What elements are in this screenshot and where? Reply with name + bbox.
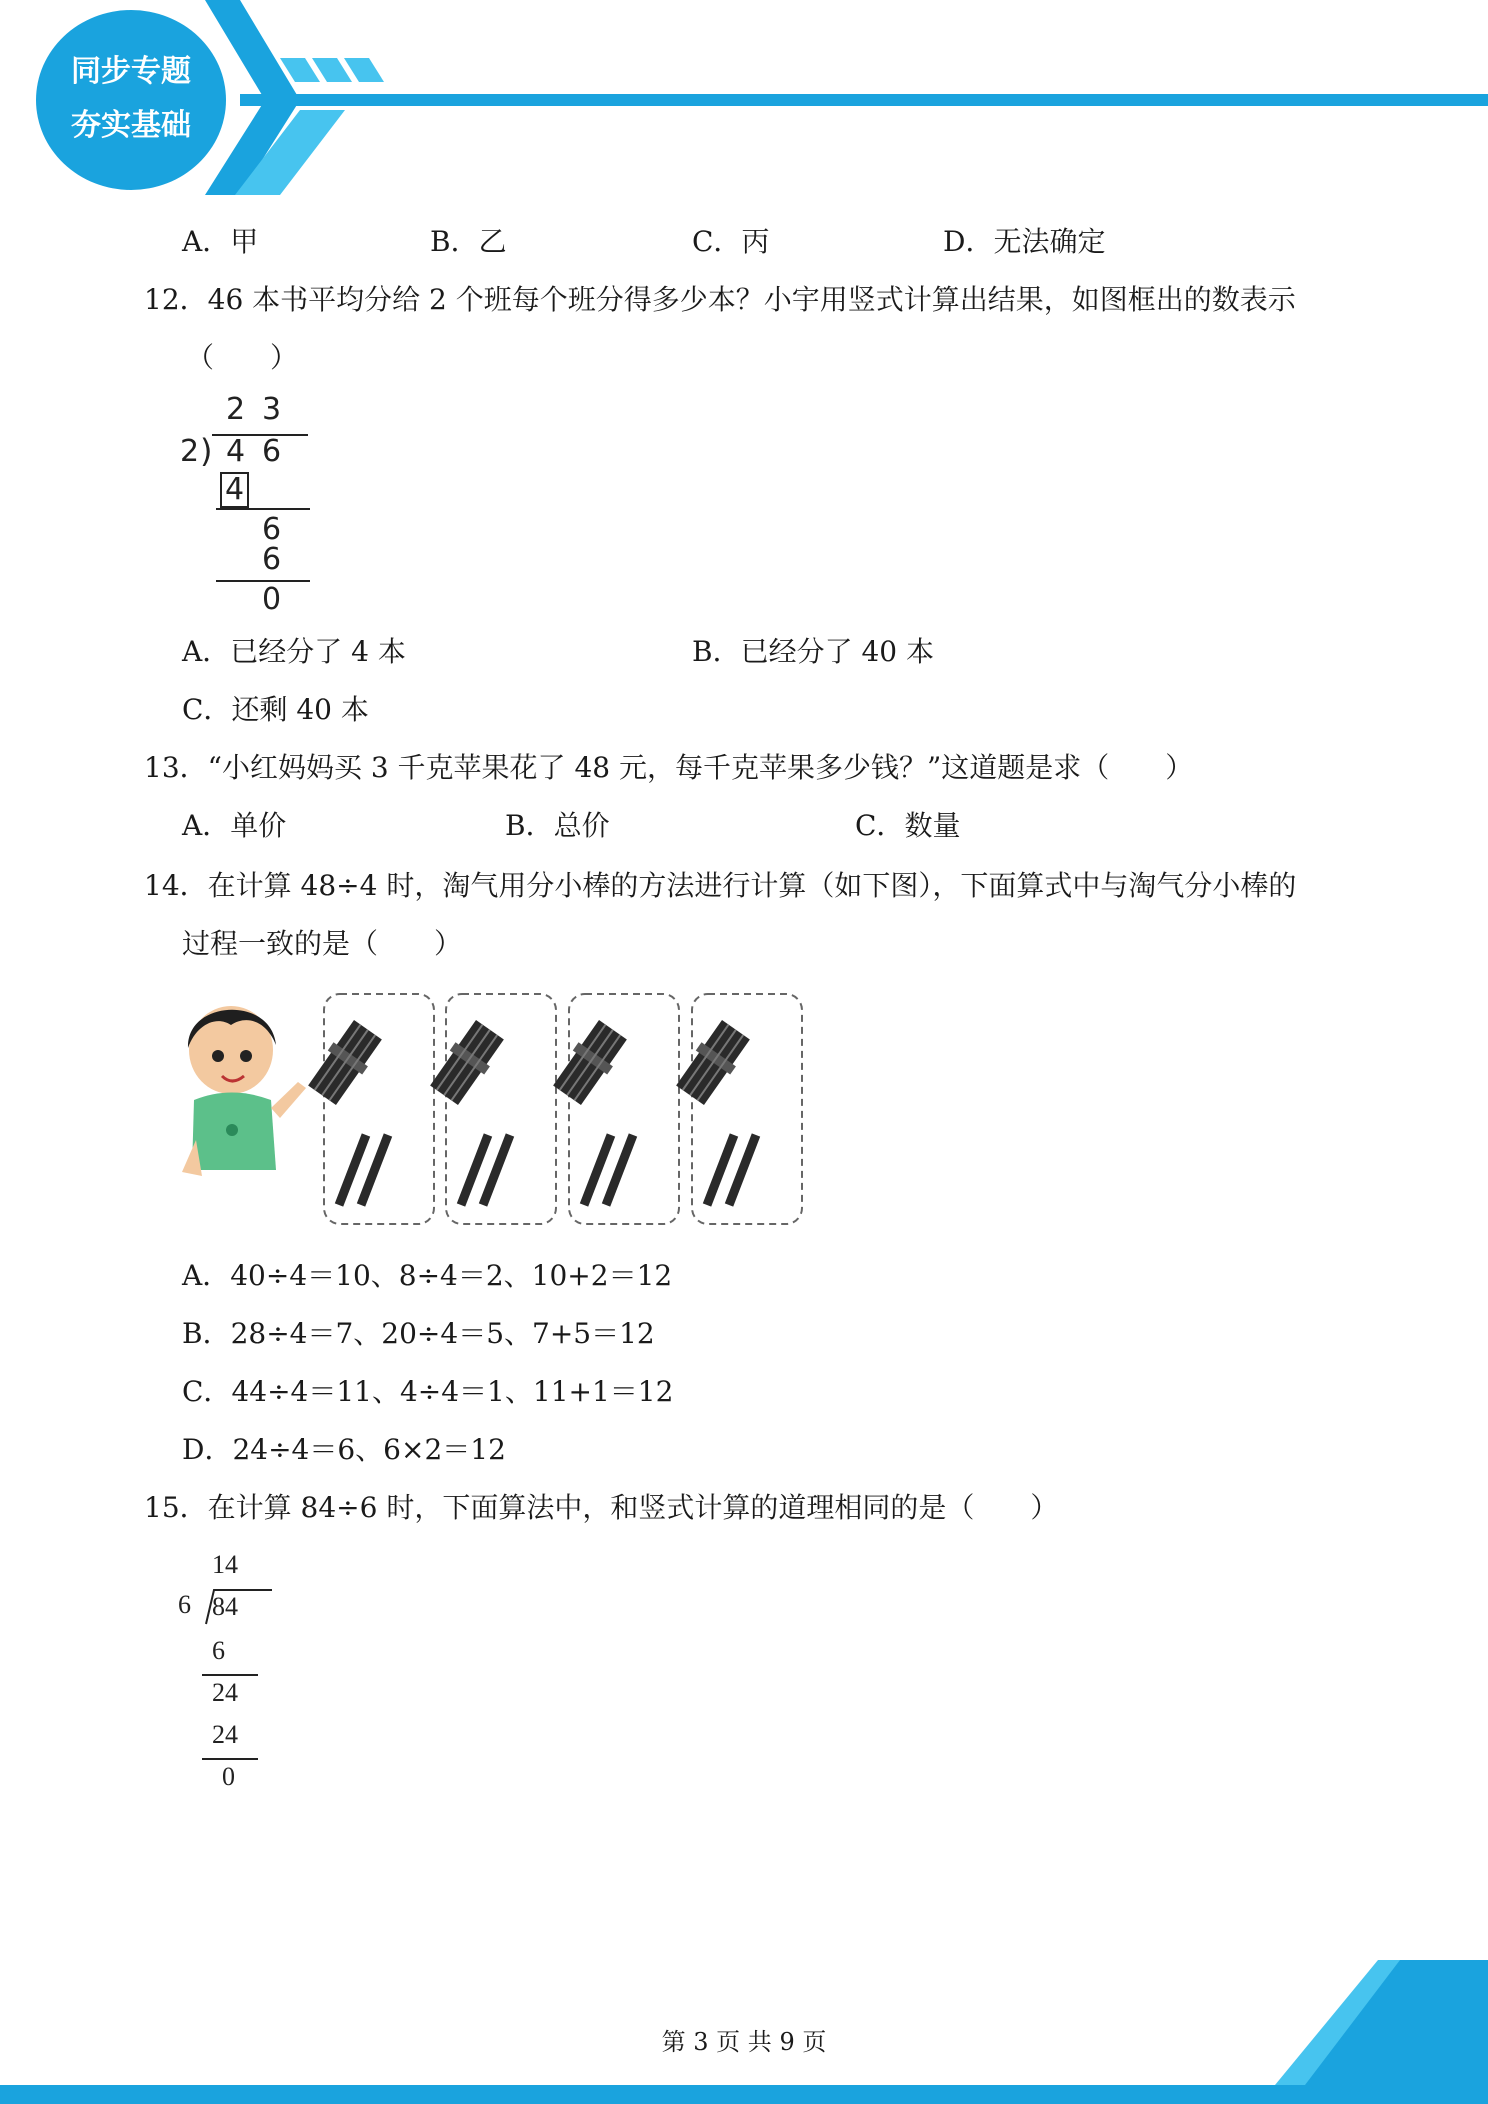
option-letter: A． xyxy=(182,809,231,842)
option-text: 丙 xyxy=(741,225,770,258)
q13-stem: 13．“小红妈妈买 3 千克苹果花了 48 元，每千克苹果多少钱？”这道题是求（ ） xyxy=(144,751,1194,784)
option-text: 44÷4＝11、4÷4＝1、11+1＝12 xyxy=(231,1375,674,1408)
stick-group xyxy=(305,994,434,1224)
page-number: 第 3 页 共 9 页 xyxy=(661,2028,827,2056)
q13-option-c[interactable] xyxy=(855,808,960,844)
q14-sticks-illustration xyxy=(176,990,826,1230)
quotient-digit: 2 xyxy=(226,392,246,427)
division-step: 24 xyxy=(212,1678,238,1707)
q12-option-c[interactable] xyxy=(182,692,369,728)
badge-title-line1: 同步专题 xyxy=(71,54,191,89)
stick-bundle-icon xyxy=(550,1018,630,1108)
dividend-digit: 6 xyxy=(262,434,282,469)
q15-stem: 15．在计算 84÷6 时，下面算法中，和竖式计算的道理相同的是（ ） xyxy=(144,1491,1059,1524)
option-letter: D． xyxy=(943,225,994,258)
q12-stem-line2: （ ） xyxy=(186,341,299,374)
division-step: 6 xyxy=(262,542,282,577)
division-step: 24 xyxy=(212,1720,238,1749)
option-text: 28÷4＝7、20÷4＝5、7+5＝12 xyxy=(230,1317,655,1350)
option-letter: C． xyxy=(855,809,905,842)
division-line xyxy=(202,1674,258,1676)
q12-option-a[interactable] xyxy=(182,634,406,670)
q13-option-b[interactable] xyxy=(505,808,610,844)
option-text: 已经分了 4 本 xyxy=(230,635,406,668)
option-letter: B． xyxy=(430,225,479,258)
division-remainder: 0 xyxy=(262,582,282,617)
option-letter: C． xyxy=(182,693,232,726)
stick-bundle-icon xyxy=(673,1018,753,1108)
division-step: 6 xyxy=(262,512,282,547)
stick-group xyxy=(550,994,679,1224)
stick-bundle-icon xyxy=(427,1018,507,1108)
option-letter: C． xyxy=(692,225,742,258)
q14-stem-line1: 14．在计算 48÷4 时，淘气用分小棒的方法进行计算（如下图），下面算式中与淘气分小棒的 xyxy=(144,869,1297,902)
dividend-digit: 4 xyxy=(226,434,246,469)
q11-option-b[interactable] xyxy=(430,224,507,260)
stick-group xyxy=(673,994,802,1224)
option-letter: B． xyxy=(182,1317,231,1350)
option-letter: A． xyxy=(182,1259,231,1292)
q14-option-a[interactable] xyxy=(182,1258,672,1294)
q14-option-d[interactable] xyxy=(182,1432,506,1468)
division-step: 6 xyxy=(212,1636,225,1665)
q12-stem-line1: 12．46 本书平均分给 2 个班每个班分得多少本？小宇用竖式计算出结果，如图框出的数表示 xyxy=(144,283,1296,316)
option-text: 总价 xyxy=(553,809,610,842)
q14-stem-line2: 过程一致的是（ ） xyxy=(182,927,463,960)
header-badge xyxy=(36,10,226,190)
option-letter: D． xyxy=(182,1433,233,1466)
child-figure-icon xyxy=(182,1006,306,1176)
q14-option-c[interactable] xyxy=(182,1374,673,1410)
division-bracket: ) xyxy=(200,432,213,470)
q12-long-division xyxy=(176,392,326,618)
q15-long-division xyxy=(176,1550,276,1800)
q11-option-d[interactable] xyxy=(943,224,1105,260)
boxed-step-number: 4 xyxy=(220,472,249,508)
q11-option-c[interactable] xyxy=(692,224,769,260)
division-line xyxy=(202,1758,258,1760)
division-remainder: 0 xyxy=(222,1762,235,1791)
option-letter: A． xyxy=(182,635,231,668)
dividend: 84 xyxy=(212,1592,238,1621)
q13-option-a[interactable] xyxy=(182,808,286,844)
quotient-digit: 3 xyxy=(262,392,282,427)
option-letter: A． xyxy=(182,225,231,258)
division-line xyxy=(216,508,310,510)
option-letter: C． xyxy=(182,1375,232,1408)
q14-option-b[interactable] xyxy=(182,1316,655,1352)
option-text: 甲 xyxy=(230,225,259,258)
q11-option-a[interactable] xyxy=(182,224,258,260)
stick-bundle-icon xyxy=(305,1018,385,1108)
option-letter: B． xyxy=(505,809,554,842)
option-text: 40÷4＝10、8÷4＝2、10+2＝12 xyxy=(230,1259,673,1292)
option-text: 数量 xyxy=(904,809,961,842)
divisor: 2 xyxy=(180,434,200,469)
quotient: 14 xyxy=(212,1550,238,1579)
badge-title-line2: 夯实基础 xyxy=(71,108,191,143)
q12-option-b[interactable] xyxy=(692,634,934,670)
divisor: 6 xyxy=(178,1590,191,1619)
option-text: 单价 xyxy=(230,809,287,842)
option-text: 24÷4＝6、6×2＝12 xyxy=(232,1433,506,1466)
stick-group xyxy=(427,994,556,1224)
option-letter: B． xyxy=(692,635,741,668)
option-text: 乙 xyxy=(478,225,507,258)
option-text: 无法确定 xyxy=(993,225,1106,258)
option-text: 还剩 40 本 xyxy=(231,693,369,726)
option-text: 已经分了 40 本 xyxy=(740,635,935,668)
